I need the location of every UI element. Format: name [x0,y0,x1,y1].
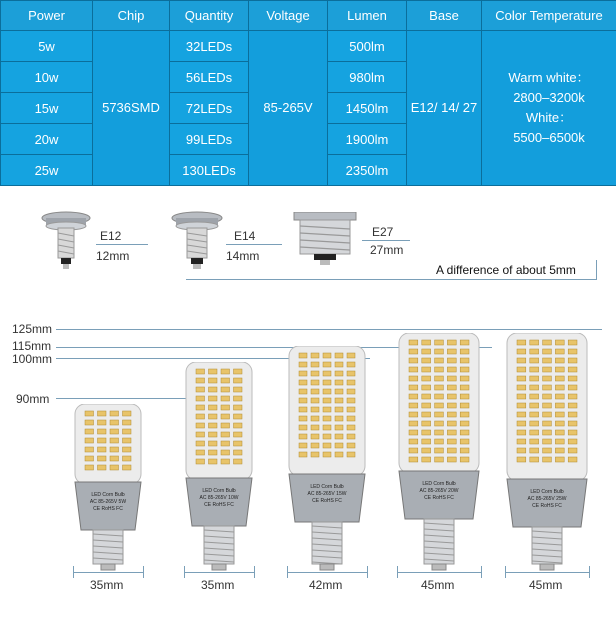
bulb-width-label: 35mm [90,578,124,592]
height-label-100: 100mm [12,352,53,366]
cell-quantity: 72LEDs [170,93,249,124]
cell-power: 25w [1,155,93,186]
width-dim-tick [397,566,398,578]
svg-text:LED Corn Bulb: LED Corn Bulb [202,488,236,494]
bulb-width-label: 45mm [421,578,455,592]
cell-lumen: 2350lm [328,155,407,186]
width-dim-line-4 [397,572,481,573]
e12-size: 12mm [96,249,130,263]
corn-bulb-1 [70,404,146,572]
e27-label: E27 [372,225,394,239]
e14-size: 14mm [226,249,260,263]
difference-line [186,279,596,280]
cell-power: 15w [1,93,93,124]
cell-lumen: 1450lm [328,93,407,124]
cell-quantity: 56LEDs [170,62,249,93]
height-label-90: 90mm [16,392,50,406]
white-range: 5500–6500k [513,130,585,145]
svg-text:AC 85-265V 15W: AC 85-265V 15W [307,491,347,497]
width-dim-tick [589,566,590,578]
cell-quantity: 99LEDs [170,124,249,155]
cell-voltage: 85-265V [249,31,328,186]
difference-note: A difference of about 5mm [436,263,576,277]
svg-text:CE RoHS FC: CE RoHS FC [93,506,123,512]
svg-text:CE RoHS FC: CE RoHS FC [312,498,342,504]
height-line-125 [56,329,602,330]
svg-text:AC 85-265V 10W: AC 85-265V 10W [199,495,239,501]
e27-dim-line [362,240,410,241]
spec-table [0,0,616,186]
svg-text:AC 85-265V 25W: AC 85-265V 25W [527,496,567,502]
cell-power: 5w [1,31,93,62]
e12-dim-line [96,244,148,245]
width-dim-line-2 [184,572,254,573]
width-dim-line-5 [505,572,589,573]
width-dim-line-1 [73,572,143,573]
header-chip: Chip [93,1,170,31]
cell-chip: 5736SMD [93,31,170,186]
difference-line-right [596,260,597,280]
svg-text:LED Corn Bulb: LED Corn Bulb [310,484,344,490]
warm-white-range: 2800–3200k [513,90,585,105]
width-dim-tick [481,566,482,578]
width-dim-tick [367,566,368,578]
table-row [1,31,616,62]
svg-text:CE RoHS FC: CE RoHS FC [424,495,454,501]
bulb-width-label: 35mm [201,578,235,592]
width-dim-tick [143,566,144,578]
width-dim-line-3 [287,572,367,573]
header-color-temperature: Color Temperature [482,1,616,31]
width-dim-tick [254,566,255,578]
e14-label: E14 [234,229,256,243]
svg-text:CE RoHS FC: CE RoHS FC [204,502,234,508]
cell-color-temperature [482,31,616,186]
e12-label: E12 [100,229,122,243]
cell-lumen: 980lm [328,62,407,93]
e12-base-icon [38,210,94,272]
width-dim-tick [505,566,506,578]
header-quantity: Quantity [170,1,249,31]
header-base: Base [407,1,482,31]
svg-text:LED Corn Bulb: LED Corn Bulb [422,481,456,487]
cell-quantity: 130LEDs [170,155,249,186]
table-header-row [1,1,616,31]
cell-lumen: 500lm [328,31,407,62]
svg-text:LED Corn Bulb: LED Corn Bulb [530,489,564,495]
corn-bulb-3 [284,346,370,572]
corn-bulb-4 [394,333,484,572]
svg-text:LED Corn Bulb: LED Corn Bulb [91,492,125,498]
svg-text:CE RoHS FC: CE RoHS FC [532,503,562,509]
corn-bulb-2 [181,362,257,572]
cell-quantity: 32LEDs [170,31,249,62]
white-label: White： [525,110,573,125]
e27-base-icon [290,212,360,268]
width-dim-tick [184,566,185,578]
height-label-115: 115mm [12,339,52,353]
header-power: Power [1,1,93,31]
corn-bulb-5 [502,333,592,572]
svg-text:AC 85-265V 20W: AC 85-265V 20W [419,488,459,494]
warm-white-label: Warm white： [508,70,590,85]
cell-lumen: 1900lm [328,124,407,155]
cell-power: 20w [1,124,93,155]
svg-text:AC 85-265V 5W: AC 85-265V 5W [89,499,127,505]
e27-size: 27mm [370,243,404,257]
e14-base-icon [168,210,226,272]
height-label-125: 125mm [12,322,53,336]
header-voltage: Voltage [249,1,328,31]
width-dim-tick [287,566,288,578]
bulb-width-label: 42mm [309,578,343,592]
cell-power: 10w [1,62,93,93]
bulb-width-label: 45mm [529,578,563,592]
width-dim-tick [73,566,74,578]
header-lumen: Lumen [328,1,407,31]
cell-base: E12/ 14/ 27 [407,31,482,186]
e14-dim-line [226,244,282,245]
